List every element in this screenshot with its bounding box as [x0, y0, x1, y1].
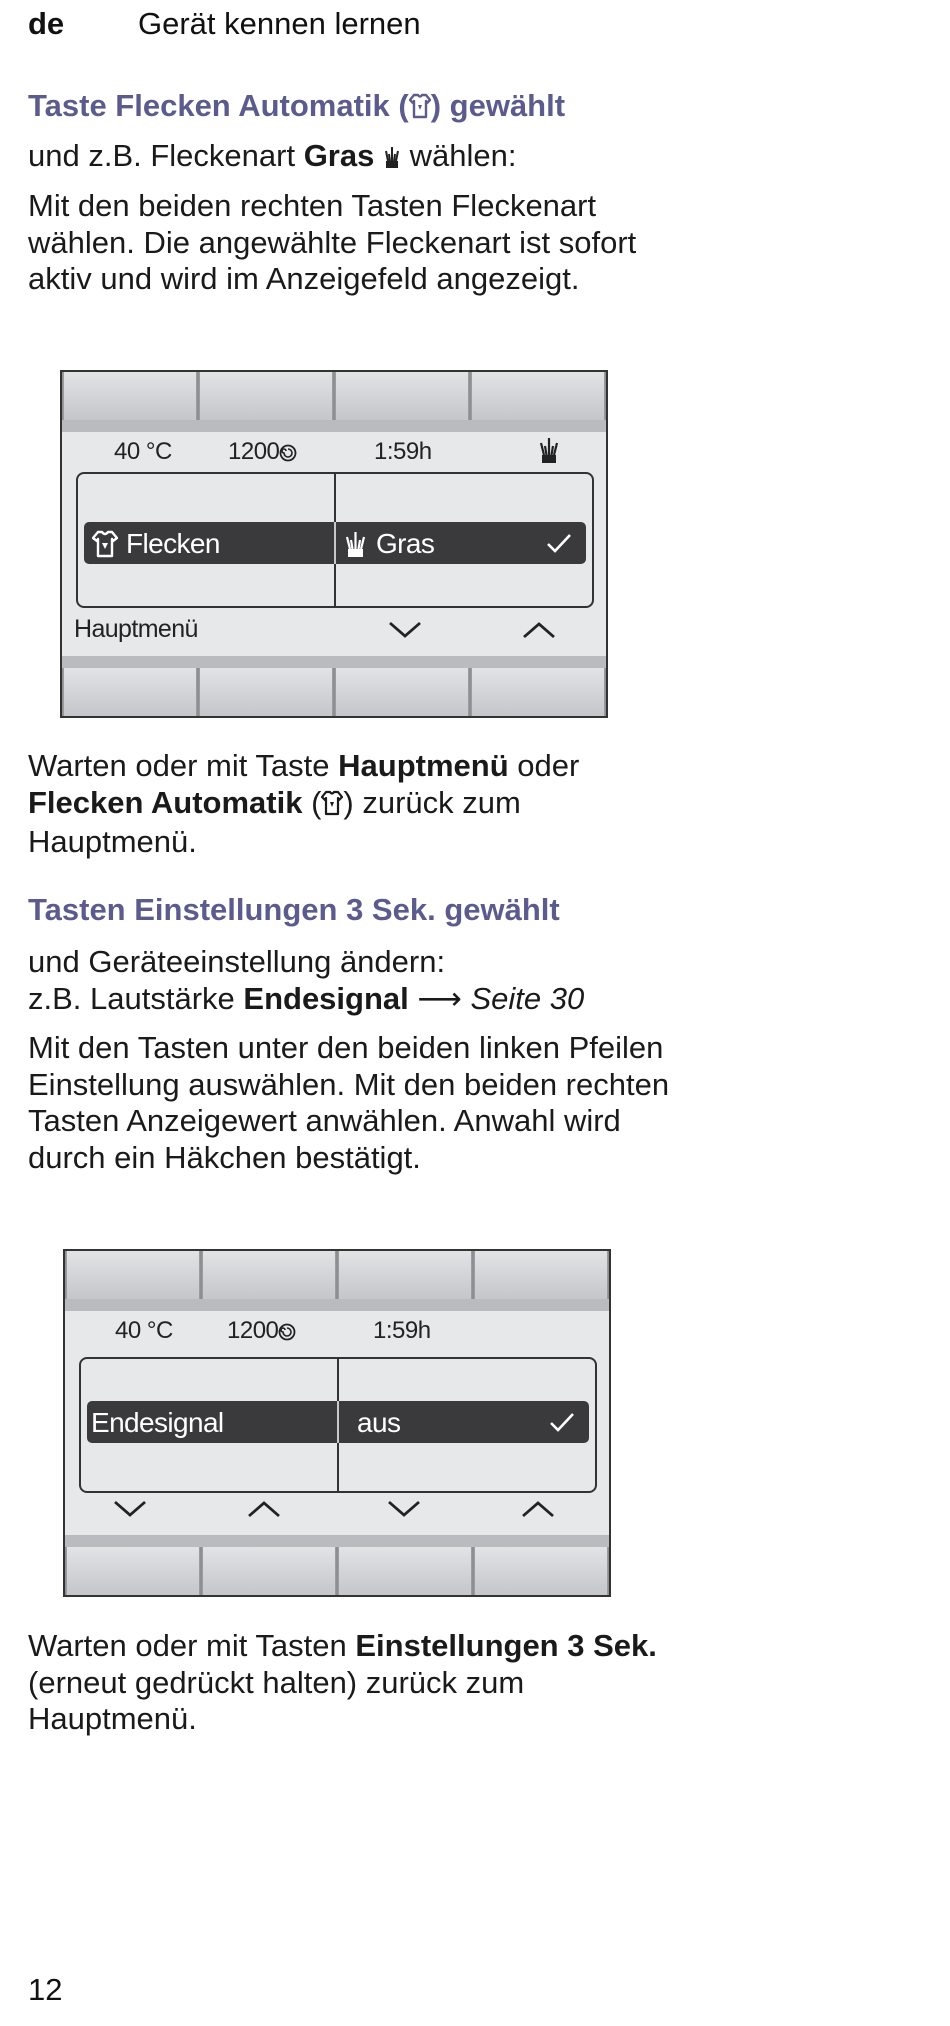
top-key-4[interactable]: [471, 372, 605, 420]
bottom-key-1[interactable]: [63, 668, 197, 716]
check-icon: [546, 532, 572, 559]
spin-value: 1200: [228, 438, 280, 465]
chevron-down-icon: [388, 620, 422, 645]
page-number: 12: [28, 1972, 63, 2007]
spin-readout: [227, 1317, 296, 1348]
spin-icon: [279, 441, 297, 469]
top-key-4[interactable]: [474, 1251, 608, 1299]
grass-icon: [383, 141, 401, 178]
bottom-key-4[interactable]: [471, 668, 605, 716]
intro-text: und z.B. Fleckenart: [28, 138, 304, 173]
stain-program-label: Flecken: [126, 528, 220, 559]
arrow-right-icon: ⟶: [408, 980, 471, 1016]
top-key-row: [65, 1251, 609, 1299]
bottom-key-2[interactable]: [202, 1547, 336, 1595]
grass-icon: [538, 436, 560, 471]
spin-value: 1200: [227, 1317, 279, 1344]
page-reference-link[interactable]: Seite 30: [470, 980, 585, 1016]
intro-line: [28, 138, 688, 178]
display-band-bottom: [62, 656, 606, 668]
bottom-key-4[interactable]: [474, 1547, 608, 1595]
bottom-key-2[interactable]: [199, 668, 333, 716]
intro-line-1: und Geräteeinstellung ändern:: [28, 944, 446, 979]
intro-bold-endesignal: Endesignal: [243, 980, 409, 1016]
chevron-down-icon: [387, 1499, 421, 1524]
setting-name: Endesignal: [91, 1407, 224, 1438]
intro-bold-gras: Gras: [303, 138, 375, 173]
chevron-down-icon: [113, 1499, 147, 1524]
after-bold-einstellungen: Einstellungen 3 Sek.: [355, 1628, 657, 1663]
main-menu-label: Hauptmenü: [74, 615, 198, 643]
shirt-icon: [321, 788, 343, 825]
bottom-key-3[interactable]: [338, 1547, 472, 1595]
after-text-3: ) zurück zum Hauptmenü.: [28, 784, 521, 859]
top-key-row: [62, 372, 606, 420]
top-key-3[interactable]: [335, 372, 469, 420]
top-key-1[interactable]: [66, 1251, 200, 1299]
time-readout: 1:59h: [374, 438, 432, 465]
heading-text-post: ) gewählt: [430, 88, 566, 123]
temperature-readout: 40 °C: [115, 1317, 173, 1344]
spin-icon: [278, 1320, 296, 1348]
chevron-up-icon: [522, 620, 556, 645]
bottom-key-3[interactable]: [335, 668, 469, 716]
section-heading-settings: Tasten Einstellungen 3 Sek. gewählt: [28, 892, 560, 927]
display-panel-stain: [60, 370, 608, 718]
after-bold-flecken: Flecken Automatik: [28, 784, 303, 820]
top-key-1[interactable]: [63, 372, 197, 420]
after-text-2: (erneut gedrückt halten) zurück zum Hauptmenü.: [28, 1664, 525, 1736]
check-icon: [549, 1411, 575, 1438]
language-code: de: [28, 6, 65, 41]
chevron-up-icon: [247, 1499, 281, 1524]
intro-text-end: wählen:: [409, 138, 517, 173]
time-readout: 1:59h: [373, 1317, 431, 1344]
top-key-2[interactable]: [202, 1251, 336, 1299]
paragraph-select-setting: Mit den Tasten unter den beiden linken Pfeilen Einstellung auswählen. Mit den beiden rechten Tasten Anzeigewert anwählen. Anwahl wird durch ein Häkchen bestätigt.: [28, 1030, 670, 1175]
after-text-1: Warten oder mit Tasten: [28, 1628, 356, 1663]
display-band-top: [65, 1299, 609, 1311]
setting-value: aus: [357, 1407, 401, 1438]
heading-text-pre: Taste Flecken Automatik (: [28, 88, 409, 123]
display-band-bottom: [65, 1535, 609, 1547]
chapter-title: Gerät kennen lernen: [138, 6, 421, 41]
display-band-top: [62, 420, 606, 432]
spin-readout: [228, 438, 297, 469]
shirt-icon: [92, 530, 118, 565]
intro-settings: [28, 944, 688, 1017]
paragraph-select-stain: Mit den beiden rechten Tasten Fleckenart wählen. Die angewählte Fleckenart ist sofort aktiv und wird im Anzeigefeld angezeigt.: [28, 188, 637, 296]
after-paren: (: [302, 784, 322, 820]
top-key-3[interactable]: [338, 1251, 472, 1299]
bottom-key-1[interactable]: [66, 1547, 200, 1595]
shirt-icon: [409, 91, 431, 127]
temperature-readout: 40 °C: [114, 438, 172, 465]
section-heading-stain-automatic: [28, 88, 565, 127]
chevron-up-icon: [521, 1499, 555, 1524]
after-bold-hauptmenu: Hauptmenü: [338, 748, 509, 783]
stain-type-value: Gras: [376, 528, 435, 559]
bottom-key-row: [62, 668, 606, 716]
after-text-2: oder: [508, 748, 580, 783]
after-text-1: Warten oder mit Taste: [28, 748, 339, 783]
paragraph-return-settings: [28, 1628, 688, 1738]
bottom-key-row: [65, 1547, 609, 1595]
selection-divider: [334, 522, 336, 564]
paragraph-return-main-menu: [28, 748, 688, 861]
top-key-2[interactable]: [199, 372, 333, 420]
intro-line-2: [28, 981, 688, 1018]
selection-divider: [337, 1401, 339, 1443]
intro-text: z.B. Lautstärke: [28, 980, 244, 1016]
display-panel-settings: [63, 1249, 611, 1597]
grass-icon: [344, 530, 368, 565]
